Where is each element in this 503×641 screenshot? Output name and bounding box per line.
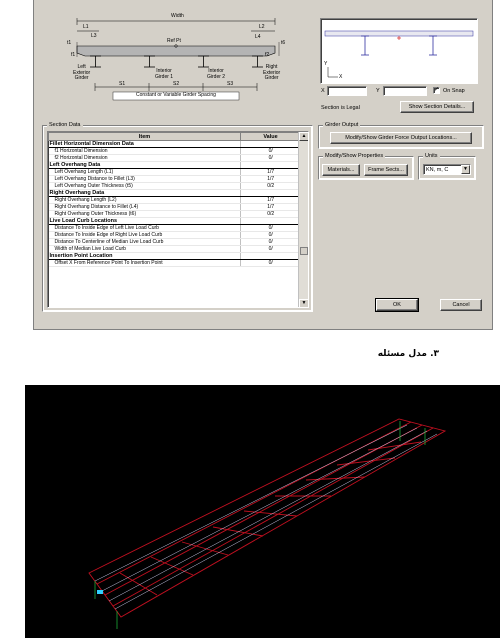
row-item-name: Right Overhang Distance to Fillet (L4) <box>49 204 241 211</box>
cancel-button[interactable]: Cancel <box>440 299 482 311</box>
table-row[interactable] <box>49 204 301 211</box>
model-3d-viewport[interactable] <box>25 385 500 638</box>
y-coord-label: Y <box>376 88 380 94</box>
grid-line <box>306 477 365 480</box>
table-row[interactable] <box>49 211 301 218</box>
table-group-header[interactable] <box>49 253 301 260</box>
x-coord-label: X <box>321 88 325 94</box>
row-item-name: f1 Horizontal Dimension <box>49 148 241 155</box>
table-scrollbar[interactable] <box>298 132 308 308</box>
table-row[interactable] <box>49 176 301 183</box>
row-value-cell[interactable]: 0/ <box>241 246 301 253</box>
figure-caption: ۳. مدل مسئله <box>377 349 439 359</box>
table-row[interactable] <box>49 197 301 204</box>
interior-girder-1-label: Interior Girder 1 <box>155 68 174 80</box>
row-item-name: Live Load Curb Locations <box>49 218 241 225</box>
grid-line <box>182 542 228 555</box>
scroll-thumb[interactable] <box>300 247 308 255</box>
grid-line <box>368 442 421 450</box>
s1-label: S1 <box>119 81 126 87</box>
row-item-name: Right Overhang Data <box>49 190 241 197</box>
table-group-header[interactable] <box>49 190 301 197</box>
section-diagram <box>43 9 308 109</box>
grid-line <box>113 428 433 606</box>
table-row[interactable] <box>49 148 301 155</box>
table-row[interactable] <box>49 239 301 246</box>
row-item-name: Left Overhang Length (L1) <box>49 169 241 176</box>
row-value-cell[interactable]: 0/ <box>241 239 301 246</box>
table-row[interactable] <box>49 183 301 190</box>
joint-marker <box>97 590 103 594</box>
preview-axis-y: Y <box>324 61 328 67</box>
girder-force-output-button[interactable]: Modify/Show Girder Force Output Locations... <box>330 132 472 144</box>
frame-sections-button[interactable]: Frame Sects... <box>364 164 408 176</box>
units-select[interactable] <box>423 164 471 175</box>
table-group-header[interactable] <box>49 218 301 225</box>
table-row[interactable] <box>49 260 301 267</box>
girder-line <box>115 434 437 609</box>
l2-label: L2 <box>259 24 265 30</box>
section-data-table[interactable] <box>47 131 309 308</box>
row-value-cell[interactable]: 1/7 <box>241 197 301 204</box>
row-item-name: Left Overhang Outer Thickness (t5) <box>49 183 241 190</box>
row-value-cell <box>241 190 301 197</box>
value-column-header[interactable]: Value <box>241 133 301 141</box>
spacing-caption: Constant or Variable Girder Spacing <box>136 92 216 98</box>
row-value-cell[interactable]: 0/ <box>241 155 301 162</box>
s3-label: S3 <box>227 81 234 87</box>
table-group-header[interactable] <box>49 162 301 169</box>
table-row[interactable] <box>49 232 301 239</box>
section-legal-label: Section is Legal <box>321 105 360 111</box>
row-item-name: Left Overhang Data <box>49 162 241 169</box>
row-value-cell[interactable]: 0/ <box>241 225 301 232</box>
row-value-cell[interactable]: 0/2 <box>241 183 301 190</box>
row-value-cell[interactable]: 0/ <box>241 260 301 267</box>
ref-point-label: Ref Pt <box>167 38 181 44</box>
row-value-cell[interactable]: 0/2 <box>241 211 301 218</box>
girder-output-title: Girder Output <box>325 122 359 128</box>
right-girder-label: Right Exterior Girder <box>263 64 281 81</box>
y-coord-field[interactable] <box>383 86 427 96</box>
table-row[interactable] <box>49 155 301 162</box>
ok-button[interactable]: OK <box>376 299 418 311</box>
row-item-name: Insertion Point Location <box>49 253 241 260</box>
scroll-down-arrow-icon[interactable]: ▼ <box>299 299 309 308</box>
table-row[interactable] <box>49 169 301 176</box>
f2-label: f2 <box>265 52 270 58</box>
s2-label: S2 <box>173 81 180 87</box>
row-value-cell <box>241 141 301 148</box>
girder-line <box>95 425 407 581</box>
row-item-name: Offset X From Reference Point To Insertion Point <box>49 260 241 267</box>
bridge-section-dialog <box>33 0 493 330</box>
row-value-cell <box>241 253 301 260</box>
row-item-name: Right Overhang Length (L2) <box>49 197 241 204</box>
l1-label: L1 <box>83 24 89 30</box>
l4-label: L4 <box>255 34 261 40</box>
row-value-cell[interactable]: 0/ <box>241 148 301 155</box>
row-item-name: Left Overhang Distance to Fillet (L3) <box>49 176 241 183</box>
deck-outline <box>89 419 445 617</box>
f1-label: f1 <box>71 52 76 58</box>
row-item-name: f2 Horizontal Dimension <box>49 155 241 162</box>
row-item-name: Fillet Horizontal Dimension Data <box>49 141 241 148</box>
t1-label: t1 <box>67 40 72 46</box>
row-value-cell <box>241 218 301 225</box>
row-value-cell <box>241 162 301 169</box>
x-coord-field[interactable] <box>327 86 367 96</box>
girder-line <box>109 431 427 601</box>
scroll-up-arrow-icon[interactable]: ▲ <box>299 132 309 141</box>
item-column-header[interactable]: Item <box>49 133 241 141</box>
preview-axis-x: X <box>339 74 343 80</box>
girder-line <box>102 428 417 591</box>
units-title: Units <box>425 153 438 159</box>
section-preview-drawing <box>321 19 477 83</box>
l3-label: L3 <box>91 33 97 39</box>
row-value-cell[interactable]: 1/7 <box>241 204 301 211</box>
interior-girder-2-label: Interior Girder 2 <box>207 68 226 80</box>
chevron-down-icon[interactable]: ▼ <box>461 165 470 174</box>
show-section-details-button[interactable]: Show Section Details... <box>400 101 474 113</box>
on-snap-checkbox[interactable] <box>433 87 440 94</box>
row-item-name: Distance To Centerline of Median Live Load Curb <box>49 239 241 246</box>
row-item-name: Distance To Inside Edge of Left Live Load Curb <box>49 225 241 232</box>
table-row[interactable] <box>49 225 301 232</box>
grid-line <box>213 527 263 536</box>
row-item-name: Width of Median Live Load Curb <box>49 246 241 253</box>
left-girder-label: Left Exterior Girder <box>73 64 91 81</box>
section-data-title: Section Data <box>49 122 81 128</box>
row-item-name: Distance To Inside Edge of Right Live Load Curb <box>49 232 241 239</box>
on-snap-label: On Snap <box>443 88 465 94</box>
section-preview[interactable] <box>320 18 478 84</box>
bridge-model-drawing <box>25 385 500 638</box>
properties-title: Modify/Show Properties <box>325 153 384 159</box>
row-value-cell[interactable]: 1/7 <box>241 169 301 176</box>
table-group-header[interactable] <box>49 141 301 148</box>
t6-label: t6 <box>281 40 286 46</box>
row-value-cell[interactable]: 1/7 <box>241 176 301 183</box>
grid-line <box>105 425 422 595</box>
materials-button[interactable]: Materials... <box>322 164 360 176</box>
table-row[interactable] <box>49 246 301 253</box>
units-selected-value: KN, m, C <box>426 167 449 173</box>
width-label: Width <box>171 13 184 19</box>
row-value-cell[interactable]: 0/ <box>241 232 301 239</box>
check-icon: ✓ <box>434 87 440 93</box>
row-item-name: Right Overhang Outer Thickness (t6) <box>49 211 241 218</box>
